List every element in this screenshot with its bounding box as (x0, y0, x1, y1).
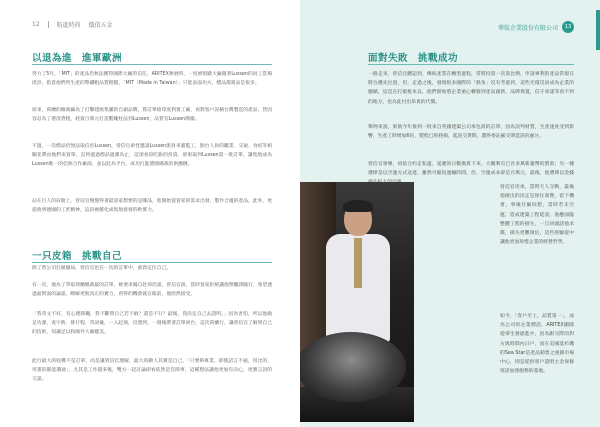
right-paragraph: 曾信官領導，初依合約走私運，延遲的日數換算下來，大概利有已吾多萬新臺幣的罰款；另一種選擇是以空運方式送達，雖然可縮短運輸時間，但，空運成本卻是百萬元，最後，他選擇以金錢 (368, 162, 574, 177)
right-page (300, 0, 600, 427)
right-section-title: 面對失敗 挑戰成功 (368, 53, 459, 64)
photo-person (326, 202, 390, 352)
left-page-number: 12 (32, 21, 40, 28)
section2-rule (32, 262, 272, 263)
running-head-1: 航進時尚 (56, 22, 81, 29)
section2-paragraph: 有一次，他為了爭取荷蘭總裁最的訂單，被要求獨自赴荷治談，曾信官說，當時買家拒絕讓他帶翻譯隨行，希望透過面對面的論談，瞭解更航真正的實力，看得的機會就在眼前，他欣然接受。 (32, 283, 272, 298)
right-running-header (498, 21, 574, 33)
section2-paragraph: 「我英文不好，有心理障礙，我不斷問自己若不敢？還是不行？最後，我決定自己去證明。」因為害怕，所以他做足功課，查字典、排行程、背詞彙，一入起飛，沒想到，一週後帶著訂單回台，這次荷蘭行，讓曾信官了解到自己的技術，知識足以和國外大廠媲美。 (32, 312, 272, 336)
section2-paragraph: 除了替公司打破僵局，曾信官也在一次的訂單中，重新定位自己。 (32, 266, 172, 271)
photo-basin (300, 332, 406, 402)
portrait-photo (300, 182, 414, 422)
left-running-header (32, 20, 113, 29)
section1-paragraph: 努力了5年，「MIT」的產品仍無法獲得國際大廠的信任，ARITEX參展時，一度被很歐大廠藉著Lussen的員工當場批評，指責他們所生產的擎鐵粗品質粗糙，「MIT（Made in Taiwan）」只能表面功夫，標品都賣品是很多。 (32, 72, 272, 87)
page-edge-accent (596, 10, 600, 50)
right-paragraph: 一路走來，曾信官體認到，傳統產業在轉型過程，常將投資一次資比例，申請專利的產品常現在將台優先位置，但，走過之後，發現很多國際的「跌角」沒有考量到，這些光環反而成為企業的枷鎖，這是在打破框本以，他們開始將企業重心轉移到產品創新，品牌佈置，信守承諾等看不到的地方，也為此付出昂貴的代價。 (368, 72, 574, 105)
section1-paragraph: 不過，一次標品仍無法取信於Lussen，曾信官索性邀請Lussen派員來臺監工，點台人員的職業、交通、食宿等相關花費由他們來買單，直到過過標品過測為止，這項看似吃虧的投資，卻果取到Lussen第一批訂單，讓集航成為Lussen唯一的亞洲合作廠商，並以此為平台，成功打進德國總裁的供應鏈。 (32, 144, 272, 168)
right-section-rule (368, 64, 574, 65)
running-head-2: 價值五金 (88, 22, 113, 29)
right-page-number: 13 (562, 21, 574, 33)
section1-rule (32, 64, 272, 65)
section2-paragraph: 此行最大的收穫不是訂單，而是讓曾信官理解，最大的敵人其實是自己，「只要夠專業，即使語言不通，用比的，用畫的都能溝通」，尤其是工作越來後，雙方一起討論即看依然是沒障事，這種想法讓他更加有決心，更勝言語的交談。 (32, 359, 272, 383)
section1-title: 以退為進 進軍歐洲 (32, 53, 123, 64)
right-side-paragraph: 曾信官坦承，當時天人交戰，最後他做出的決定是保住商譽，留下機會，事後仔細回想，當時若未空運，造成建築工程延誤，他應面臨整體工程的損失，一旦回頭請他求償，損失更難預估，這些經驗從中讓他更加珍惜企業的經營哲學。 (500, 185, 574, 246)
right-side-paragraph: 如今，「客戶至上，品質第一」，成為公司的企業標語，ARITEX團隊從零生發逐進中，因為跟交際的對方與時間內日戶，而在美國落杉磯的Sea Star是產品銷售之重鎮市場中心，則是從供客戶證明主金保修境誤加強服務的基地。 (500, 314, 574, 375)
section1-paragraph: 站在巨人的肩膀上，曾信官慢慢得著最富家想要的是哪品，他開始從買家的需求出發，製作合適的產品，此外，更從收到德國的工匠精神，這段複雜化成集航發發的軟實力。 (32, 199, 272, 214)
section2-title: 一只皮箱 挑戰自己 (32, 251, 123, 262)
section1-paragraph: 原來，荷蘭的總裁竊為了打擊建航集團的自創品牌，將訂單給印度利賣工廠，再對客戶誤稱台灣製造的產品，皆因容忍為了港清貨粗，耗資百萬元打造繫繩柱法到Lussen，品質有Lussen簡徽。 (32, 108, 272, 123)
right-paragraph: 舉例來說，果航今年推到一批來自英國建築公司承包商的訂單，因為誤判材質，生產速度受到影響，生產工時增加6倍，製程已經耗損，延誤交貨期，遭得委託廠交期延誤的處分。 (368, 125, 574, 140)
header-divider (48, 21, 49, 28)
company-name: 華航企業股份有限公司 (497, 24, 558, 32)
